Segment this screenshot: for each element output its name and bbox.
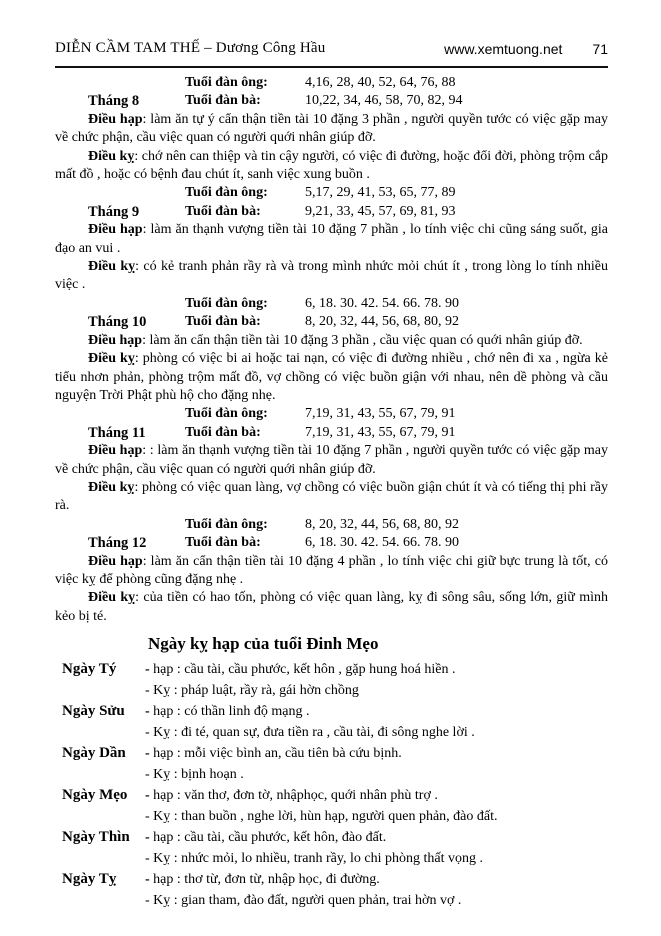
day-ky-line: - Kỵ : bịnh hoạn .	[145, 767, 244, 783]
dash: -	[145, 830, 150, 846]
women-ages-label: Tuổi đàn bà:	[185, 203, 261, 219]
men-ages-values: 5,17, 29, 41, 53, 65, 77, 89	[305, 185, 456, 201]
day-lines	[145, 785, 608, 827]
dash: -	[145, 662, 150, 678]
day-hap-text: hạp : cầu tài, cầu phước, kết hôn , gặp hung hoá hiền .	[153, 662, 456, 678]
day-hap-line	[145, 743, 608, 764]
men-ages-label: Tuổi đàn ông:	[185, 295, 268, 311]
men-ages-values: 4,16, 28, 40, 52, 64, 76, 88	[305, 75, 456, 90]
header-right	[444, 41, 608, 57]
day-name: Ngày Mẹo	[62, 787, 128, 804]
page-header	[55, 0, 608, 68]
men-ages-row	[55, 295, 608, 313]
women-ages-values: 9,21, 33, 45, 57, 69, 81, 93	[305, 203, 456, 219]
day-hap-line	[145, 869, 608, 890]
day-row-thin	[55, 827, 608, 869]
dieu-ky-text: : chớ nên can thiệp và tin cậy người, có việc đi đường, hoặc đổi đời, phòng trộm cắp mất đồ , hoặc có bệnh đau chút ít, sanh việc xung buồn .	[55, 148, 608, 183]
month-block-11	[55, 405, 608, 515]
dieu-ky-paragraph	[55, 148, 608, 185]
dash: -	[145, 746, 150, 762]
dieu-hap-text: : : làm ăn thạnh vượng tiền tài 10 đặng 7 phần , người quyền tước có việc gặp may về chức phận, cầu việc quan có người quới nhân giúp đỡ.	[55, 443, 608, 477]
dieu-hap-label: Điều hạp	[88, 332, 143, 348]
day-lines	[145, 659, 608, 701]
day-lines	[145, 827, 608, 869]
month-label-spacer	[88, 516, 185, 534]
day-row-dan	[55, 743, 608, 785]
men-ages-values: 8, 20, 32, 44, 56, 68, 80, 92	[305, 516, 459, 532]
women-ages-label: Tuổi đàn bà:	[185, 93, 261, 109]
day-ky-line: - Kỵ : pháp luật, rầy rà, gái hờn chồng	[145, 683, 359, 699]
women-ages-row	[55, 313, 608, 331]
men-ages-row	[55, 74, 608, 92]
day-name: Ngày Tý	[62, 661, 117, 678]
men-ages-values: 7,19, 31, 43, 55, 67, 79, 91	[305, 406, 456, 422]
dieu-ky-paragraph	[55, 479, 608, 516]
dieu-ky-text: : phòng có việc bi ai hoặc tai nạn, có việc đi đường nhiều , chớ nên đi xa , ngừa kẻ tiểu nhơn phản, phòng trộm mất đồ, vợ chồng có việc buồn giận với nhau, nên dề phòng và cầu nguyện Trời Phật phù hộ cho đặng nhẹ.	[55, 351, 608, 403]
dieu-hap-paragraph	[55, 111, 608, 148]
women-ages-values: 10,22, 34, 46, 58, 70, 82, 94	[305, 93, 463, 109]
day-name: Ngày Thìn	[62, 829, 130, 846]
men-ages-label: Tuổi đàn ông:	[185, 75, 268, 90]
day-hap-text: hạp : thơ từ, đơn từ, nhập học, đi đường.	[153, 872, 380, 888]
day-row-suu	[55, 701, 608, 743]
women-ages-label: Tuổi đàn bà:	[185, 314, 261, 330]
women-ages-row	[55, 203, 608, 221]
men-ages-row	[55, 405, 608, 423]
dieu-hap-text: : làm ăn thạnh vượng tiền tài 10 đặng 7 phần , lo tính việc chi cũng sáng suốt, gia đạo an vui .	[55, 222, 608, 256]
women-ages-values: 6, 18. 30. 42. 54. 66. 78. 90	[305, 535, 459, 551]
dash: -	[145, 788, 150, 804]
day-hap-line	[145, 701, 608, 722]
dieu-ky-label: Điều kỵ	[88, 479, 135, 495]
dash: -	[145, 872, 150, 888]
women-ages-label: Tuổi đàn bà:	[185, 535, 261, 551]
month-label: Tháng 10	[88, 314, 147, 331]
day-ky-line: - Kỵ : đi té, quan sự, đưa tiền ra , cầu tài, đi sông nghe lời .	[145, 725, 475, 741]
page-number: 71	[592, 41, 608, 57]
day-lines	[145, 869, 608, 911]
women-ages-values: 8, 20, 32, 44, 56, 68, 80, 92	[305, 314, 459, 330]
dieu-hap-text: : làm ăn cẩn thận tiền tài 10 đặng 4 phần , lo tính việc chi giữ bực trung là tốt, có việc kỵ để phòng cũng đặng nhẹ .	[55, 553, 608, 587]
dieu-ky-label: Điều kỵ	[88, 590, 136, 606]
day-ky-line: - Kỵ : gian tham, đào đất, người quen phản, trai hờn vợ .	[145, 893, 462, 909]
month-block-10	[55, 295, 608, 405]
women-ages-label: Tuổi đàn bà:	[185, 424, 261, 440]
day-row-ti	[55, 869, 608, 911]
dieu-ky-text: : phòng có việc quan làng, vợ chồng có việc buồn giận chút ít và có tiếng thị phi rầy rà.	[55, 479, 608, 514]
dash: -	[145, 704, 150, 720]
dieu-hap-paragraph	[55, 442, 608, 479]
month-label-spacer	[88, 295, 185, 313]
month-label: Tháng 11	[88, 424, 146, 441]
month-label: Tháng 12	[88, 535, 147, 552]
day-name: Ngày Dần	[62, 745, 126, 762]
month-block-12	[55, 516, 608, 626]
dieu-ky-label: Điều kỵ	[88, 148, 135, 164]
day-hap-line	[145, 785, 608, 806]
month-label-spacer	[88, 184, 185, 202]
day-ky-line: - Kỵ : nhức mỏi, lo nhiều, tranh rầy, lo chi phòng thất vọng .	[145, 851, 483, 867]
dieu-ky-paragraph	[55, 350, 608, 405]
month-label-spacer	[88, 405, 185, 423]
dieu-ky-paragraph	[55, 258, 608, 295]
women-ages-row	[55, 534, 608, 552]
women-ages-values: 7,19, 31, 43, 55, 67, 79, 91	[305, 424, 456, 440]
women-ages-row	[55, 92, 608, 110]
month-block-9	[55, 184, 608, 294]
dieu-ky-text: : có kẻ tranh phản rầy rà và trong mình nhức mỏi chút ít , trong lòng lo tính nhiều việc .	[55, 259, 608, 293]
day-hap-text: hạp : văn thơ, đơn tờ, nhậphọc, quới nhân phù trợ .	[153, 788, 438, 804]
day-ky-line: - Kỵ : than buồn , nghe lời, hùn hạp, người quen phản, đào đất.	[145, 809, 498, 825]
day-lines	[145, 701, 608, 743]
men-ages-label: Tuổi đàn ông:	[185, 516, 268, 532]
dieu-hap-paragraph	[55, 332, 608, 350]
day-lines	[145, 743, 608, 785]
page-content	[55, 74, 608, 911]
day-hap-text: hạp : có thần linh độ mạng .	[153, 704, 310, 720]
day-hap-text: hạp : mỗi việc bình an, cầu tiên bà cứu bịnh.	[153, 746, 402, 762]
dieu-hap-label: Điều hạp	[88, 553, 143, 569]
dieu-hap-label: Điều hạp	[88, 443, 143, 459]
day-row-meo	[55, 785, 608, 827]
site-url: www.xemtuong.net	[444, 41, 563, 57]
dieu-hap-paragraph	[55, 221, 608, 258]
month-label: Tháng 8	[88, 93, 140, 110]
day-hap-text: hạp : cầu tài, cầu phước, kết hôn, đào đất.	[153, 830, 387, 846]
day-row-ty	[55, 659, 608, 701]
dieu-ky-label: Điều kỵ	[88, 259, 136, 275]
day-hap-line	[145, 827, 608, 848]
dieu-ky-label: Điều kỵ	[88, 351, 135, 367]
women-ages-row	[55, 424, 608, 442]
dieu-hap-label: Điều hạp	[88, 111, 143, 127]
dieu-ky-paragraph	[55, 589, 608, 626]
men-ages-label: Tuổi đàn ông:	[185, 185, 268, 201]
dieu-hap-paragraph	[55, 553, 608, 590]
day-name: Ngày Sửu	[62, 703, 125, 720]
day-name: Ngày Tỵ	[62, 871, 117, 888]
month-label-spacer	[88, 74, 185, 92]
book-title: DIỄN CẦM TAM THẾ – Dương Công Hầu	[55, 40, 326, 56]
men-ages-values: 6, 18. 30. 42. 54. 66. 78. 90	[305, 295, 459, 311]
month-block-8	[55, 74, 608, 184]
dieu-hap-text: : làm ăn tự ý cẩn thận tiền tài 10 đặng 3 phần , người quyền tước có việc gặp may về chức phận, cầu việc quan có người quới nhân giúp đỡ.	[55, 111, 608, 146]
men-ages-label: Tuổi đàn ông:	[185, 406, 268, 422]
men-ages-row	[55, 516, 608, 534]
day-hap-line	[145, 659, 608, 680]
dieu-hap-label: Điều hạp	[88, 222, 143, 238]
men-ages-row	[55, 184, 608, 202]
month-label: Tháng 9	[88, 203, 140, 220]
dieu-ky-text: : của tiền có hao tốn, phòng có việc quan làng, kỵ đi sông sâu, sống lớn, giữ mình kẻo bị té.	[55, 590, 608, 624]
dieu-hap-text: : làm ăn cẩn thận tiền tài 10 đặng 3 phần , cầu việc quan có quới nhân giúp đỡ.	[142, 332, 583, 348]
day-section-heading: Ngày kỵ hạp của tuổi Đinh Mẹo	[148, 634, 379, 654]
